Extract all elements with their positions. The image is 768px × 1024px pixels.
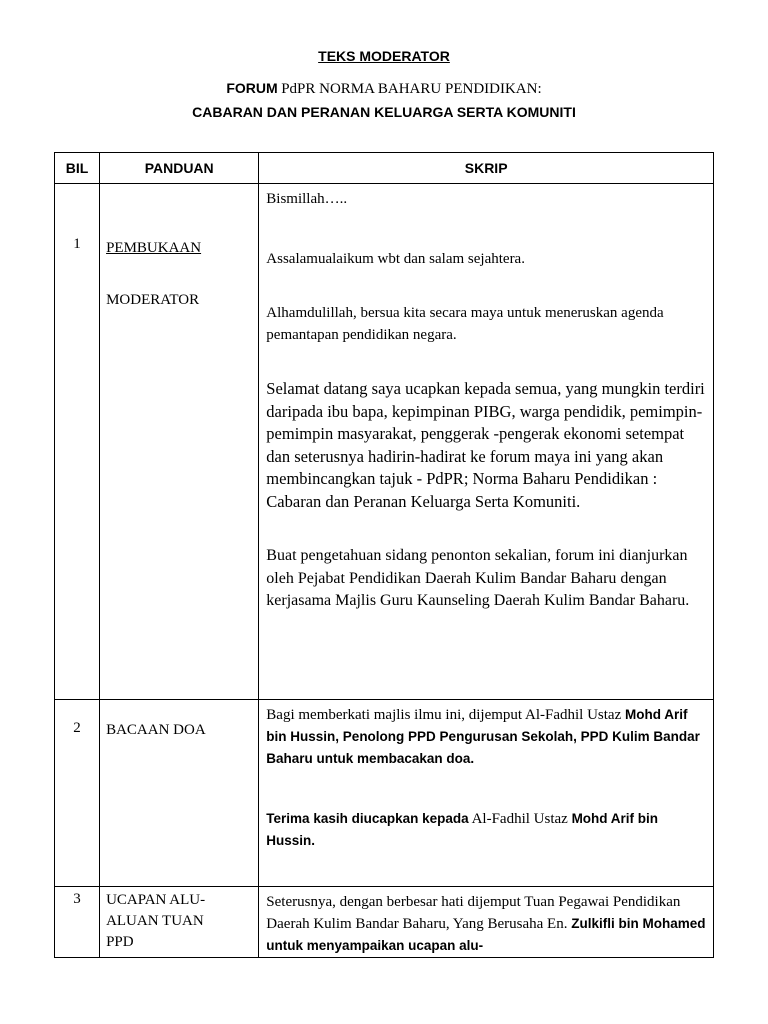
row-number xyxy=(55,184,100,700)
row-script xyxy=(259,184,714,700)
script-paragraph: Assalamualaikum wbt dan salam sejahtera. xyxy=(266,251,525,267)
guide-label-moderator: MODERATOR xyxy=(106,292,200,308)
row-script xyxy=(259,887,714,958)
table-header-row xyxy=(55,153,714,184)
script-table xyxy=(54,152,714,958)
forum-title xyxy=(0,80,768,98)
script-paragraph: Alhamdulillah, bersua kita secara maya untuk meneruskan agenda pemantapan pendidikan negara. xyxy=(266,305,664,343)
row-number xyxy=(55,887,100,958)
table-row xyxy=(55,184,714,700)
row-guide xyxy=(100,184,259,700)
table-row xyxy=(55,700,714,887)
table-row xyxy=(55,887,714,958)
row-number xyxy=(55,700,100,887)
script-paragraph: Buat pengetahuan sidang penonton sekalian, forum ini dianjurkan oleh Pejabat Pendidikan Daerah Kulim Bandar Baharu dengan kerjasama Majlis Guru Kaunseling Daerah Kulim Bandar Baharu. xyxy=(266,547,690,609)
row-guide xyxy=(100,700,259,887)
guide-label-pembukaan: PEMBUKAAN xyxy=(106,240,202,256)
row-number-text: 3 xyxy=(73,891,81,907)
script-text-bold: Terima kasih diucapkan kepada xyxy=(266,811,469,826)
script-paragraph: Selamat datang saya ucapkan kepada semua, yang mungkin terdiri daripada ibu bapa, kepimpinan PIBG, warga pendidik, pemimpin-pemimpin masyarakat, penggerak -pengerak ekonomi setempat dan seterusnya hadirin-hadirat ke forum maya ini yang akan membincangkan tajuk - PdPR; Norma Baharu Pendidikan : Cabaran dan Peranan Keluarga Serta Komuniti. xyxy=(266,379,705,511)
script-text-bold: Mohd Arif bin Hussin, Penolong PPD Pengurusan Sekolah, PPD Kulim Bandar Baharu untuk membacakan doa. xyxy=(266,707,700,766)
script-text-bold: Zulkifli bin Mohamed untuk menyampaikan ucapan alu- xyxy=(266,916,706,953)
script-paragraph xyxy=(266,704,707,770)
script-paragraph: Bismillah….. xyxy=(266,191,348,207)
row-number-text: 1 xyxy=(73,236,81,252)
document-title: TEKS MODERATOR xyxy=(318,48,450,64)
forum-subtitle: CABARAN DAN PERANAN KELUARGA SERTA KOMUNITI xyxy=(192,104,576,120)
guide-label-ucapan: UCAPAN ALU-ALUAN TUAN PPD xyxy=(106,892,206,950)
guide-label-bacaan-doa: BACAAN DOA xyxy=(106,722,206,738)
row-number-text: 2 xyxy=(73,720,81,736)
row-guide xyxy=(100,887,259,958)
script-paragraph xyxy=(266,808,707,852)
row-script xyxy=(259,700,714,887)
column-header-panduan: PANDUAN xyxy=(100,153,259,184)
script-text: Al-Fadhil Ustaz xyxy=(471,811,568,827)
forum-title-rest: PdPR NORMA BAHARU PENDIDIKAN: xyxy=(281,81,542,97)
script-text-bold: Mohd Arif bin Hussin. xyxy=(266,811,659,848)
script-paragraph xyxy=(266,891,707,957)
column-header-bil: BIL xyxy=(55,153,100,184)
script-text: Seterusnya, dengan berbesar hati dijemput Tuan Pegawai Pendidikan Daerah Kulim Bandar Baharu, Yang Berusaha En. xyxy=(266,894,681,932)
script-text: Bagi memberkati majlis ilmu ini, dijemput Al-Fadhil Ustaz xyxy=(266,707,622,723)
forum-prefix: FORUM xyxy=(226,80,278,96)
column-header-skrip: SKRIP xyxy=(259,153,714,184)
